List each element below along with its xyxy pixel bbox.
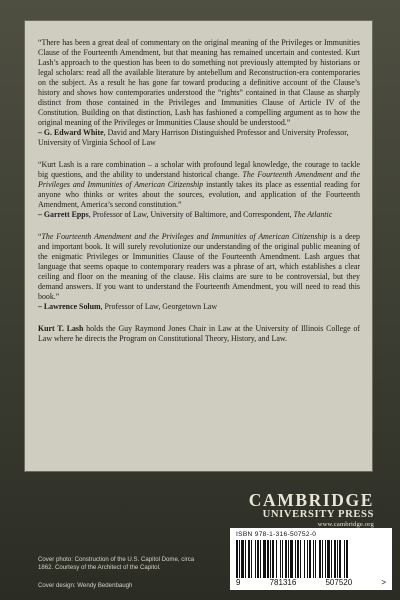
quote-text-part: “Kurt Lash is a rare combination – a scholar with profound legal knowledge, the courage to tackle big questions, and the ability to understand historical change. [38,160,360,179]
barcode-bar [346,540,348,578]
barcode-bar [236,540,238,578]
barcode-bar [309,540,311,578]
attribution-title: , Professor of Law, University of Baltimore, and Correspondent, [88,210,294,219]
publisher-subname: UNIVERSITY PRESS [262,509,374,520]
barcode-bar [276,540,277,578]
quote-text [38,160,360,210]
barcode-bar [322,540,323,578]
barcode-bar [331,540,332,578]
barcode-bar [334,540,336,578]
barcode-bar [260,540,261,578]
review-quote-solum [38,232,360,312]
blurb-text [38,38,360,344]
barcode-bar [251,540,252,578]
barcode-bar [315,540,316,578]
author-bio [38,324,360,344]
barcode-bar [339,540,341,578]
book-title-italic: The Fourteenth Amendment and the Privileges and Immunities of American Citizenship [38,170,360,189]
barcode-bar [263,540,266,578]
quote-attribution [38,128,360,148]
barcode-bar [295,540,296,578]
attribution-name: – G. Edward White [38,128,104,137]
barcode-bar [282,540,283,578]
barcode-bar [319,540,321,578]
barcode-bar [267,540,269,578]
cover-photo-credit: Cover photo: Construction of the U.S. Capitol Dome, circa 1862. Courtesy of the Architect of the Capitol. [38,556,195,571]
author-name: Kurt T. Lash [38,324,84,333]
barcode-bars [236,540,386,578]
cover-design-credit: Cover design: Wendy Bedenbaugh [38,582,133,589]
isbn-barcode [230,528,392,590]
barcode-bar [285,540,287,578]
book-title-italic: The Fourteenth Amendment and the Privileges and Immunities of American Citizenship [41,232,328,241]
barcode-bar [239,540,240,578]
isbn-digits [236,578,386,587]
quote-text: “There has been a great deal of commentary on the original meaning of the Privileges or Immunities Clause of the Fourteenth Amendment, but that meaning has remained uncertain and contested. Kurt Lash’s approach to the question has been to do something not previously attempted by historians or legal scholars: read all the available literature by antebellum and Reconstruction-era contemporaries on the subject. As a result he has gone far toward producing a definitive account of the Clause’s history and shows how contemporaries understood the “rights” contained in that Clause as sharply distinct from those contained in the Privileges and Immunities Clause of Article IV of the Constitution. Building on that distinction, Lash has fashioned a compelling argument as to how the original meaning of the Privileges or Immunities Clause should be understood.” [38,38,360,127]
attribution-italic: The Atlantic [293,210,333,219]
publisher-name: CAMBRIDGE [248,490,374,510]
barcode-bar [300,540,301,578]
barcode-bar [307,540,308,578]
barcode-bar [344,540,345,578]
quote-text [38,232,360,302]
attribution-name: – Lawrence Solum [38,302,101,311]
quote-attribution [38,210,360,220]
quote-text-part: is a deep and important book. It will surely revolutionize our understanding of the original public meaning of the enigmatic Privileges or Immunities Clause of the Fourteenth Amendment. Lash argues that language that seems opaque to contemporary readers was a phrase of art, which establishes a clear ceiling and floor on the meaning of the clause. His claims are sure to be controversial, but they demand answers. If you want to understand the Fourteenth Amendment, you will need to read this book.” [38,232,360,301]
attribution-title: , Professor of Law, Georgetown Law [100,302,218,311]
quote-text-part: instantly takes its place as essential reading for anyone who thinks or writes about the sources, evolution, and application of the Fourteenth Amendment, America’s second constitution.” [38,180,360,209]
isbn-digit-group: 507520 [325,578,353,587]
barcode-bar [327,540,330,578]
barcode-bar [337,540,338,578]
barcode-bar [280,540,281,578]
quote-attribution [38,302,360,312]
barcode-bar [313,540,314,578]
barcode-bar [270,540,271,578]
barcode-bar [325,540,326,578]
barcode-bar [297,540,299,578]
barcode-bar [288,540,289,578]
barcode-bar [304,540,305,578]
isbn-digit-group: 781316 [269,578,297,587]
barcode-bar [248,540,250,578]
publisher-logo [242,491,374,529]
author-bio-text: holds the Guy Raymond Jones Chair in Law at the University of Illinois College of Law where he directs the Program on Constitutional Theory, History, and Law. [38,324,360,343]
quote-text-part: “ [38,232,42,241]
attribution-name: – Garrett Epps [38,210,89,219]
attribution-title: , David and Mary Harrison Distinguished Professor and University Professor, University of Virginia School of Law [38,128,349,147]
publisher-url: www.cambridge.org [317,521,374,528]
barcode-bar [272,540,274,578]
barcode-bar [241,540,244,578]
review-quote-white [38,38,360,148]
isbn-label: ISBN 978-1-316-50752-0 [236,531,317,538]
barcode-bar [257,540,259,578]
barcode-bar [245,540,246,578]
barcode-bar [290,540,293,578]
barcode-bar [255,540,256,578]
isbn-digit-group: 9 [236,578,241,587]
review-quote-epps [38,160,360,220]
isbn-digit-group: > [381,578,386,587]
